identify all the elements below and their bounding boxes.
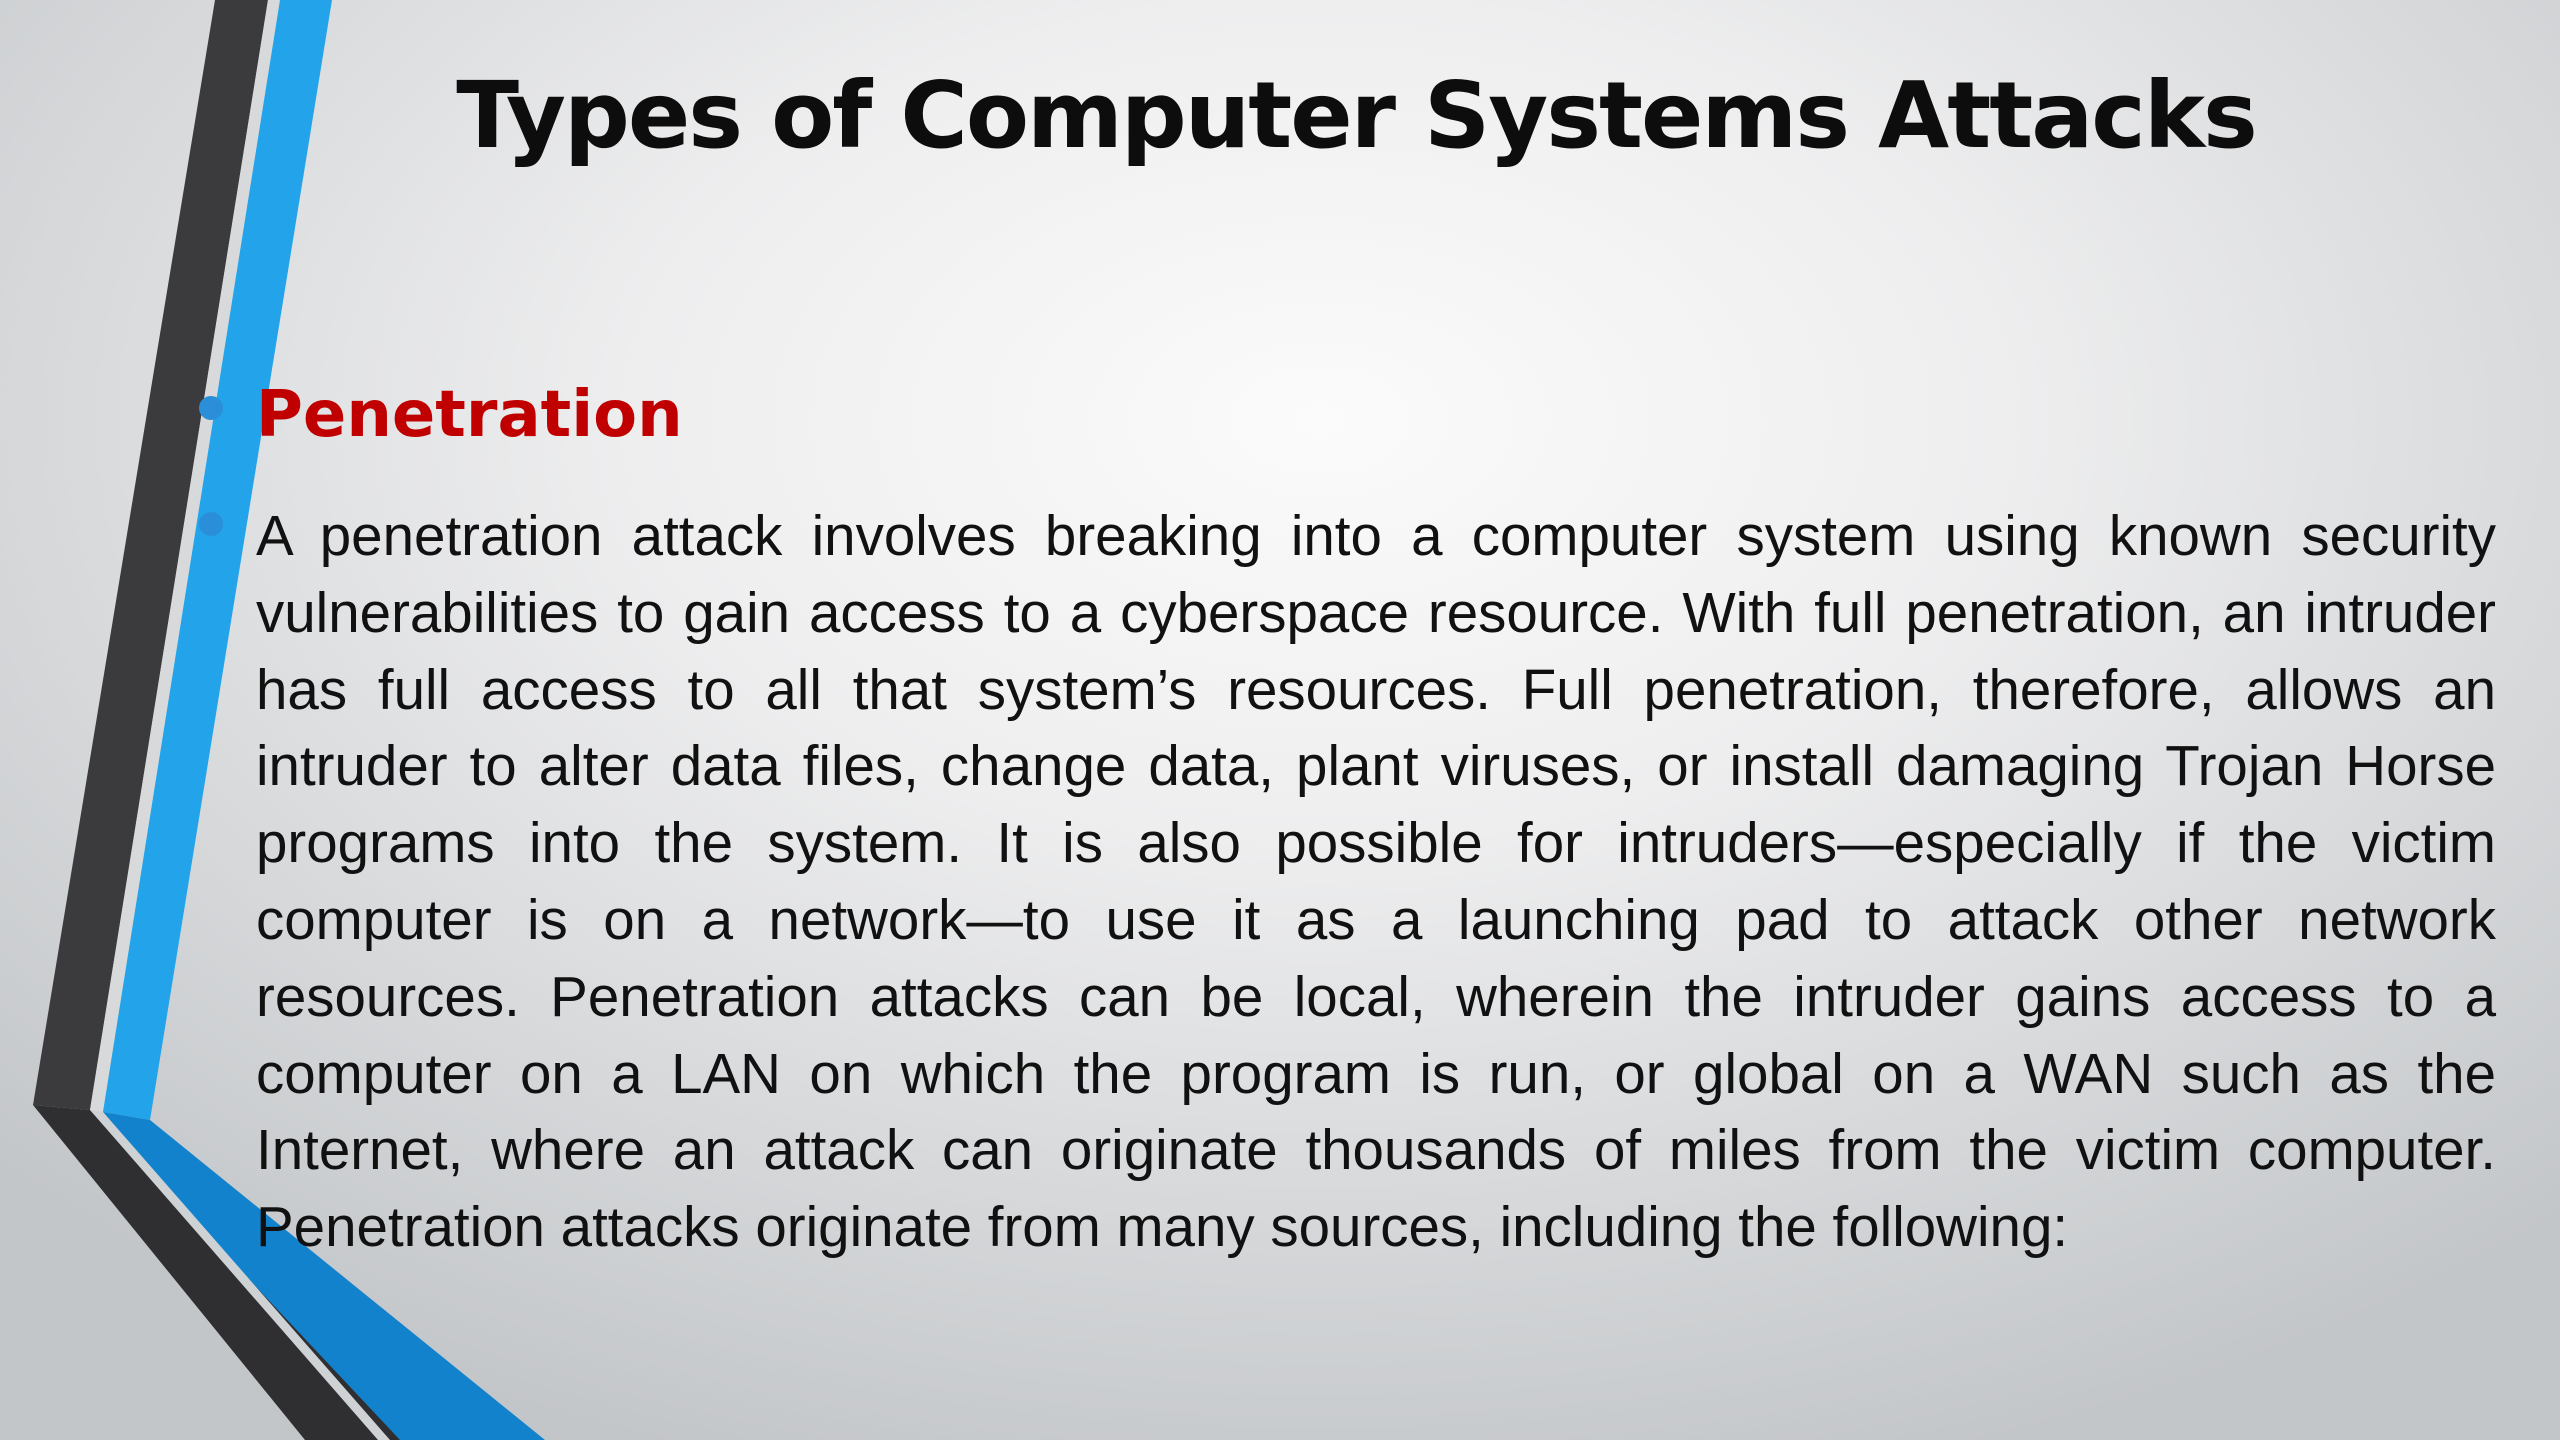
slide-title: Types of Computer Systems Attacks	[456, 62, 2256, 169]
bullet-body-text: A penetration attack involves breaking into a computer system using known security vulnerabilities to gain access to a cyberspace resource. With full penetration, an intruder has full access to all that system’s resources. Full penetration, therefore, allows an intruder to alter data files, change data, plant viruses, or install damaging Trojan Horse programs into the system. It is also possible for intruders—especially if the victim computer is on a network—to use it as a launching pad to attack other network resources. Penetration attacks can be local, wherein the intruder gains access to a computer on a LAN on which the program is run, or global on a WAN such as the Internet, where an attack can originate thousands of miles from the victim computer. Penetration attacks originate from many sources, including the following:	[256, 504, 2496, 1259]
bullet-marker	[199, 512, 223, 536]
bullet-heading-penetration: Penetration	[256, 378, 683, 452]
bullet-marker	[199, 396, 223, 420]
light-separator	[90, 0, 280, 1112]
